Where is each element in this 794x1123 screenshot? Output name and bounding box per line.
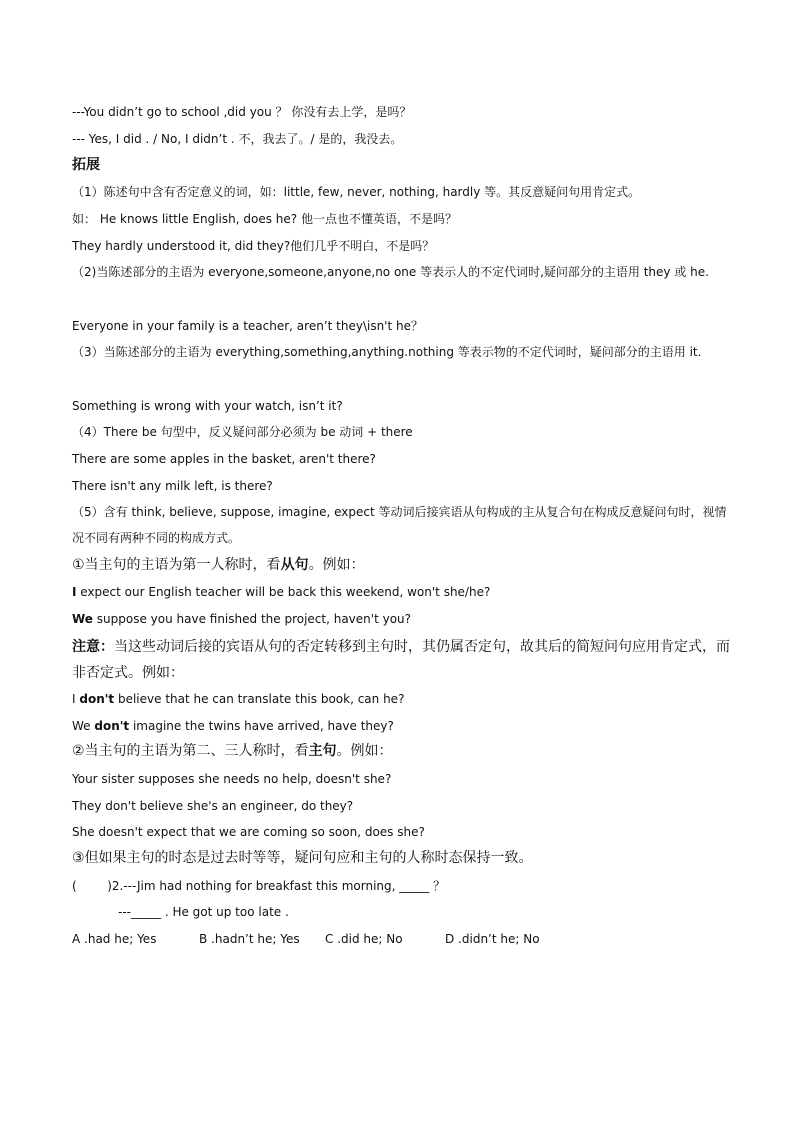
- example-line: They don't believe she's an engineer, do they?: [72, 799, 354, 813]
- example-line: [72, 718, 732, 734]
- example-line: They hardly understood it, did they?他们几乎不明白，不是吗？: [72, 239, 435, 253]
- negation-emphasis: don't: [94, 719, 130, 733]
- example-line: [72, 691, 732, 707]
- rule-1: （1）陈述句中含有否定意义的词，如：little, few, never, nothing, hardly 等。其反意疑问句用肯定式。: [72, 185, 641, 199]
- case-2-heading: [72, 743, 732, 759]
- reply-dash: ---: [118, 905, 131, 919]
- case-2-text: ②当主句的主语为第二、三人称时，看: [72, 743, 309, 759]
- example-text: imagine the twins have arrived, have they?: [129, 719, 394, 733]
- example-line-2: --- Yes, I did . / No, I didn’t . 不，我去了。/ 是的，我没去。: [72, 132, 403, 146]
- case-2-emphasis: 主句: [308, 743, 337, 759]
- negation-emphasis: don't: [79, 692, 115, 706]
- question-stem: [72, 878, 732, 894]
- case-1-text: ①当主句的主语为第一人称时，看: [72, 557, 281, 573]
- note-paragraph: [72, 634, 732, 686]
- example-line: Something is wrong with your watch, isn’t it?: [72, 399, 343, 413]
- example-text: believe that he can translate this book, can he?: [114, 692, 405, 706]
- question-number: ( )2.---Jim had nothing for breakfast this morning,: [72, 879, 400, 893]
- example-line: There isn't any milk left, is there?: [72, 479, 273, 493]
- example-text: expect our English teacher will be back this weekend, won't she/he?: [76, 585, 491, 599]
- example-line-1: ---You didn’t go to school ,did you ？ 你没有去上学，是吗？: [72, 105, 412, 119]
- example-text: suppose you have finished the project, haven't you?: [92, 612, 412, 626]
- case-1-emphasis: 从句: [280, 557, 309, 573]
- subject-emphasis: We: [72, 612, 93, 626]
- rule-3: （3）当陈述部分的主语为 everything,something,anything.nothing 等表示物的不定代词时，疑问部分的主语用 it.: [72, 345, 702, 359]
- rule-2: （2)当陈述部分的主语为 everyone,someone,anyone,no one 等表示人的不定代词时,疑问部分的主语用 they 或 he.: [72, 265, 709, 279]
- example-line: There are some apples in the basket, aren't there?: [72, 452, 376, 466]
- option-a: A .had he; Yes: [72, 932, 157, 946]
- example-text: I: [72, 692, 80, 706]
- case-2-tail: 。例如：: [336, 743, 393, 759]
- option-d: D .didn’t he; No: [445, 932, 540, 946]
- answer-blank: _____: [399, 879, 430, 893]
- option-b: B .hadn’t he; Yes: [199, 932, 300, 946]
- case-3-heading: ③但如果主句的时态是过去时等等，疑问句应和主句的人称时态保持一致。: [72, 850, 533, 866]
- example-line: Everyone in your family is a teacher, aren’t they\isn't he？: [72, 319, 423, 333]
- example-line: [72, 584, 732, 600]
- example-line: [72, 611, 732, 627]
- example-text: We: [72, 719, 95, 733]
- section-heading: 拓展: [72, 157, 100, 173]
- subject-emphasis: I: [72, 585, 77, 599]
- case-1-tail: 。例如：: [308, 557, 365, 573]
- rule-5: （5）含有 think, believe, suppose, imagine, expect 等动词后接宾语从句构成的主从复合句在构成反意疑问句时，视情况不同有两种不同的构成方式。: [72, 505, 727, 545]
- example-line: She doesn't expect that we are coming so soon, does she?: [72, 825, 425, 839]
- note-label: 注意：: [72, 639, 114, 655]
- question-reply: [118, 904, 778, 920]
- question-mark: ？: [429, 879, 446, 893]
- rule-4: （4）There be 句型中，反义疑问部分必须为 be 动词 + there: [72, 425, 413, 439]
- reply-blank: _____: [131, 905, 161, 919]
- example-line: Your sister supposes she needs no help, doesn't she?: [72, 772, 392, 786]
- option-c: C .did he; No: [325, 932, 403, 946]
- note-text: 当这些动词后接的宾语从句的否定转移到主句时，其仍属否定句，故其后的简短问句应用肯定式，而非否定式。例如：: [72, 639, 730, 681]
- reply-text: . He got up too late .: [161, 905, 289, 919]
- example-line: 如： He knows little English, does he? 他一点也不懂英语，不是吗？: [72, 212, 457, 226]
- case-1-heading: [72, 557, 732, 573]
